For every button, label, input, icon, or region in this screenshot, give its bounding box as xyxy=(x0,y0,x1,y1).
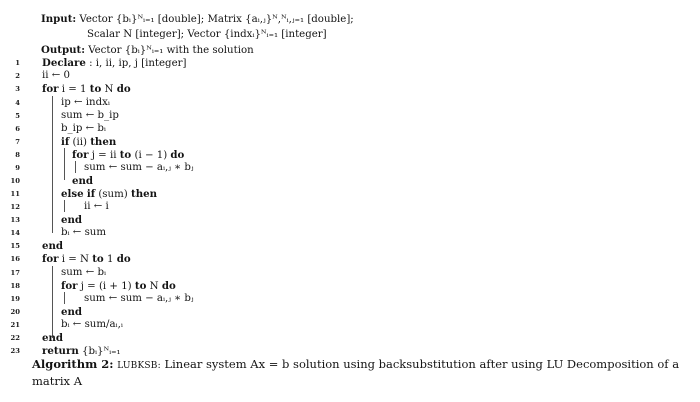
code-line: bᵢ ← sum xyxy=(61,227,107,238)
code-line: bᵢ ← sum/aᵢ,ᵢ xyxy=(61,319,123,330)
indent-guide xyxy=(64,200,65,212)
line-number: 1 xyxy=(15,59,20,67)
code-line: end xyxy=(61,214,83,226)
input-line-1 xyxy=(41,13,354,26)
code-line: b_ip ← bᵢ xyxy=(61,123,106,134)
code-line: ii ← 0 xyxy=(42,70,71,81)
code-line: end xyxy=(42,240,64,252)
code-line: ip ← indxᵢ xyxy=(61,97,110,108)
code-line: if (ii) then xyxy=(61,136,117,148)
line-number: 21 xyxy=(10,321,20,329)
line-number: 8 xyxy=(15,151,20,159)
line-number: 14 xyxy=(10,229,20,237)
line-number: 2 xyxy=(15,72,20,80)
line-number: 20 xyxy=(10,308,20,316)
indent-guide xyxy=(52,96,53,233)
input-line-2 xyxy=(87,29,327,41)
indent-guide xyxy=(64,148,65,180)
line-number: 4 xyxy=(15,99,20,107)
code-line: end xyxy=(72,175,94,187)
code-line: end xyxy=(61,306,83,318)
code-line: sum ← sum − aᵢ,ⱼ ∗ bⱼ xyxy=(84,293,194,304)
line-number: 16 xyxy=(10,255,20,263)
code-line: sum ← b_ip xyxy=(61,110,119,121)
line-number: 12 xyxy=(10,203,20,211)
line-number: 15 xyxy=(10,242,20,250)
line-number: 7 xyxy=(15,138,20,146)
caption-name: LUBKSB: xyxy=(117,361,161,371)
code-line: for i = 1 to N do xyxy=(42,83,131,95)
code-line: return {bᵢ}ᴺᵢ₌₁ xyxy=(42,345,121,357)
line-number: 5 xyxy=(15,112,20,120)
code-line: for i = N to 1 do xyxy=(42,253,131,265)
line-number: 11 xyxy=(10,190,20,198)
code-line: sum ← sum − aᵢ,ⱼ ∗ bⱼ xyxy=(84,162,194,173)
line-number: 17 xyxy=(10,269,20,277)
indent-guide xyxy=(52,266,53,338)
line-number: 3 xyxy=(15,85,20,93)
line-number: 6 xyxy=(15,125,20,133)
output-line xyxy=(41,44,254,57)
line-number: 22 xyxy=(10,334,20,342)
line-number: 23 xyxy=(10,347,20,355)
input-text-2: Scalar N [integer]; Vector {indxᵢ}ᴺᵢ₌₁ [integer] xyxy=(87,29,327,40)
line-number: 9 xyxy=(15,164,20,172)
algorithm-caption xyxy=(32,357,694,389)
line-number: 13 xyxy=(10,216,20,224)
code-line: for j = (i + 1) to N do xyxy=(61,280,176,292)
code-line: else if (sum) then xyxy=(61,188,157,200)
indent-guide xyxy=(75,161,76,173)
code-line: ii ← i xyxy=(84,201,109,212)
line-number: 18 xyxy=(10,282,20,290)
indent-guide xyxy=(64,292,65,304)
code-line: for j = ii to (i − 1) do xyxy=(72,149,185,161)
code-line: sum ← bᵢ xyxy=(61,267,107,278)
caption-label: Algorithm 2: xyxy=(32,357,114,371)
input-label: Input: xyxy=(41,13,77,25)
line-number: 19 xyxy=(10,295,20,303)
code-line: Declare : i, ii, ip, j [integer] xyxy=(42,57,187,69)
input-text-1: Vector {bᵢ}ᴺᵢ₌₁ [double]; Matrix {aᵢ,ⱼ}ᴺ,ᴺᵢ,ⱼ₌₁ [double]; xyxy=(79,14,354,25)
caption-text: Linear system Ax = b solution using backsubstitution after using LU Decomposition of a matrix A xyxy=(32,357,680,388)
output-label: Output: xyxy=(41,44,85,56)
output-text: Vector {bᵢ}ᴺᵢ₌₁ with the solution xyxy=(88,45,254,56)
code-line: end xyxy=(42,332,64,344)
line-number: 10 xyxy=(10,177,20,185)
